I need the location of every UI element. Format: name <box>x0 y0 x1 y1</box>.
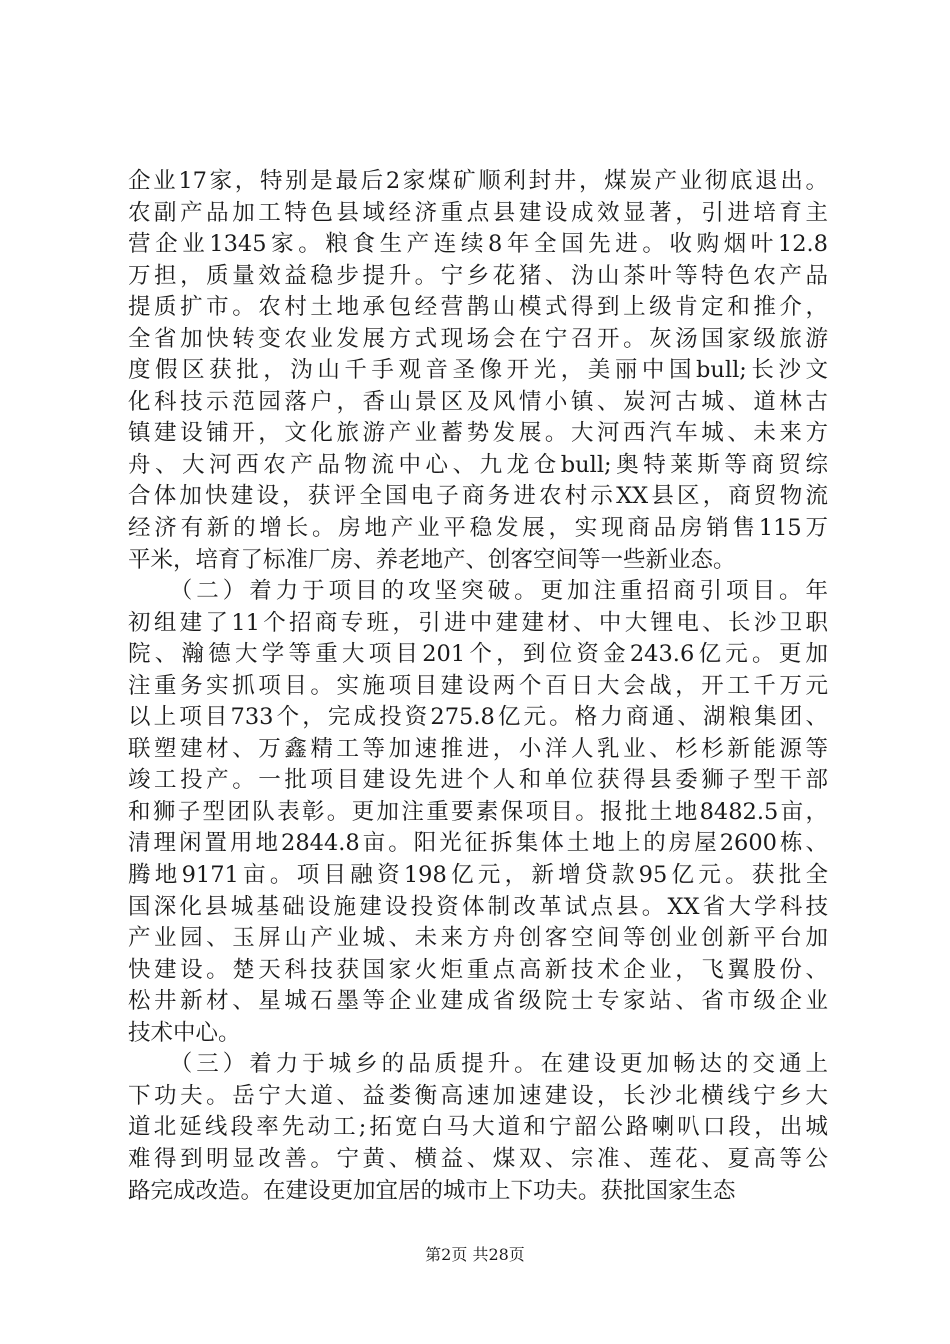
text-line: 合体加快建设，获评全国电子商务进农村示XX县区，商贸物流 <box>128 483 828 510</box>
text-line: 镇建设铺开，文化旅游产业蓄势发展。大河西汽车城、未来方 <box>128 420 828 447</box>
text-line: 平米，培育了标准厂房、养老地产、创客空间等一些新业态。 <box>128 546 736 573</box>
text-line: （三）着力于城乡的品质提升。在建设更加畅达的交通上 <box>128 1051 828 1078</box>
text-line: 初组建了11个招商专班，引进中建建材、中大锂电、长沙卫职 <box>128 609 828 636</box>
text-line: 产业园、玉屏山产业城、未来方舟创客空间等创业创新平台加 <box>128 925 828 952</box>
text-line: 农副产品加工特色县域经济重点县建设成效显著，引进培育主 <box>128 199 828 226</box>
text-line: 松井新材、星城石墨等企业建成省级院士专家站、省市级企业 <box>128 988 828 1015</box>
text-line: 舟、大河西农产品物流中心、九龙仓bull;奥特莱斯等商贸综 <box>128 451 828 478</box>
text-line: （二）着力于项目的攻坚突破。更加注重招商引项目。年 <box>128 578 828 605</box>
text-line: 和狮子型团队表彰。更加注重要素保项目。报批土地8482.5亩， <box>128 798 828 825</box>
text-line: 技术中心。 <box>128 1019 241 1046</box>
document-body <box>128 166 828 1207</box>
text-line: 度假区获批，沩山千手观音圣像开光，美丽中国bull;长沙文 <box>128 357 828 384</box>
text-line: 以上项目733个，完成投资275.8亿元。格力商通、湖粮集团、 <box>128 704 828 731</box>
text-line: 快建设。楚天科技获国家火炬重点高新技术企业，飞翼股份、 <box>128 956 828 983</box>
text-line: 路完成改造。在建设更加宜居的城市上下功夫。获批国家生态 <box>128 1177 736 1204</box>
text-line: 经济有新的增长。房地产业平稳发展，实现商品房销售115万 <box>128 515 828 542</box>
text-line: 化科技示范园落户，香山景区及风情小镇、炭河古城、道林古 <box>128 388 828 415</box>
text-line: 清理闲置用地2844.8亩。阳光征拆集体土地上的房屋2600栋、 <box>128 830 828 857</box>
text-line: 下功夫。岳宁大道、益娄衡高速加速建设，长沙北横线宁乡大 <box>128 1082 828 1109</box>
text-line: 联塑建材、万鑫精工等加速推进，小洋人乳业、杉杉新能源等 <box>128 735 828 762</box>
text-line: 企业17家，特别是最后2家煤矿顺利封井，煤炭产业彻底退出。 <box>128 168 828 194</box>
text-line: 道北延线段率先动工;拓宽白马大道和宁韶公路喇叭口段，出城 <box>128 1114 828 1141</box>
text-line: 全省加快转变农业发展方式现场会在宁召开。灰汤国家级旅游 <box>128 325 828 352</box>
text-line: 营企业1345家。粮食生产连续8年全国先进。收购烟叶12.8 <box>128 231 828 258</box>
text-line: 国深化县城基础设施建设投资体制改革试点县。XX省大学科技 <box>128 893 828 920</box>
text-line: 提质扩市。农村土地承包经营鹊山模式得到上级肯定和推介， <box>128 294 828 321</box>
text-line: 难得到明显改善。宁黄、横益、煤双、宗准、莲花、夏高等公 <box>128 1145 828 1172</box>
text-line: 腾地9171亩。项目融资198亿元，新增贷款95亿元。获批全 <box>128 862 828 889</box>
text-line: 万担，质量效益稳步提升。宁乡花猪、沩山茶叶等特色农产品 <box>128 262 828 289</box>
page-number-footer: 第2页 共28页 <box>425 1245 525 1264</box>
text-line: 注重务实抓项目。实施项目建设两个百日大会战，开工千万元 <box>128 672 828 699</box>
text-line: 院、瀚德大学等重大项目201个，到位资金243.6亿元。更加 <box>128 641 828 668</box>
text-line: 竣工投产。一批项目建设先进个人和单位获得县委狮子型干部 <box>128 767 828 794</box>
